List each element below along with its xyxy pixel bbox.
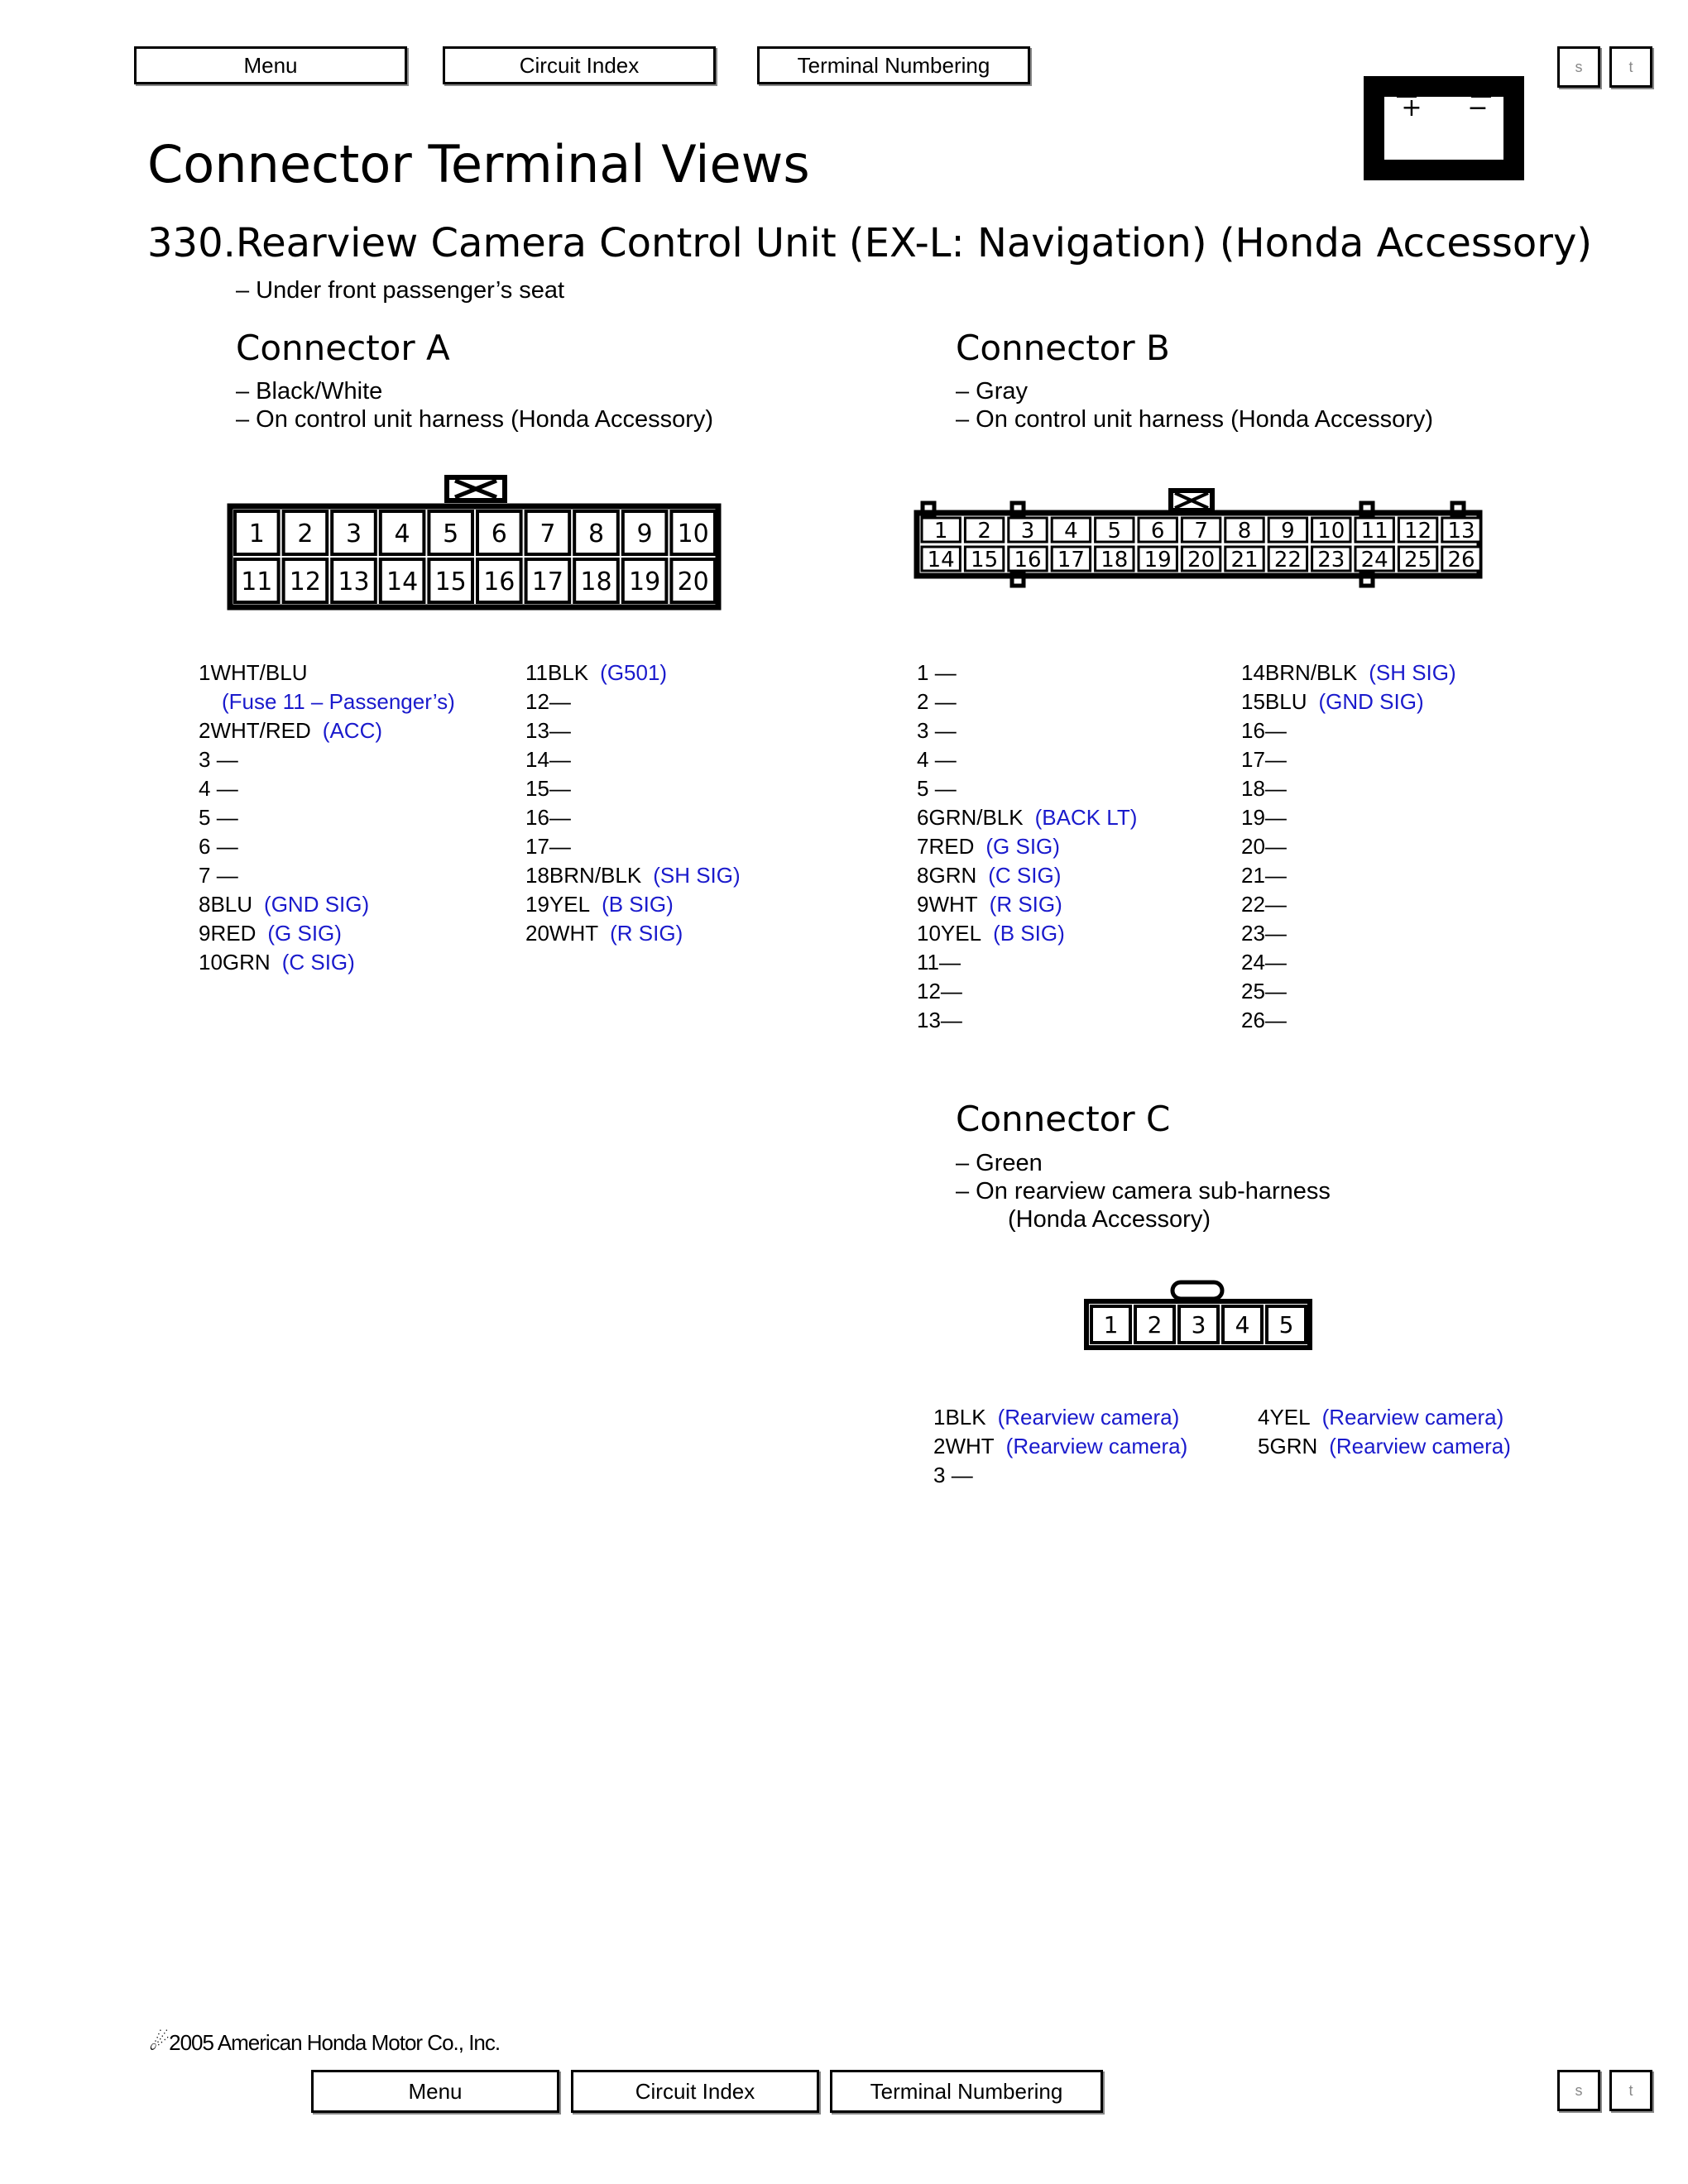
connector-b-pin-label: 19	[1144, 547, 1172, 572]
connector-b-pin-label: 18	[1101, 547, 1129, 572]
connector-c-pin-row	[933, 1461, 1187, 1490]
connector-b-pin-label: 2	[977, 518, 991, 544]
wire-color: BLK	[548, 660, 589, 685]
wire-color: YEL	[1269, 1405, 1311, 1430]
wire-color: YEL	[940, 921, 982, 946]
signal-name: (G SIG)	[985, 834, 1060, 859]
connector-c-diagram	[1080, 1278, 1316, 1353]
connector-c-pin-label: 5	[1278, 1311, 1294, 1339]
connector-b-pin-row	[917, 1006, 1137, 1035]
wire-color: BLU	[1264, 689, 1307, 714]
signal-name: (C SIG)	[281, 950, 355, 975]
connector-b-pin-row	[917, 890, 1137, 919]
connector-a-pin-row	[199, 774, 455, 803]
connector-a-pin-row	[199, 716, 455, 745]
wire-color: GRN/BLK	[928, 805, 1024, 830]
signal-name: (Rearview camera)	[1005, 1434, 1188, 1458]
pin-number: 8	[199, 892, 211, 917]
connector-a-pin-label: 15	[434, 567, 467, 596]
battery-plus: +	[1401, 93, 1422, 122]
pin-number: 18	[525, 863, 549, 888]
pin-number: 1	[917, 660, 929, 685]
connector-b-pin-label: 20	[1187, 547, 1216, 572]
connector-b-pin-label: 8	[1237, 518, 1252, 544]
connector-b-pin-row	[1241, 948, 1456, 977]
pin-number: 4	[1258, 1405, 1270, 1430]
signal-name: (ACC)	[322, 718, 383, 743]
pin-number: 1	[199, 660, 211, 685]
wire-color: —	[549, 747, 571, 772]
copyright: ☄2005 American Honda Motor Co., Inc.	[149, 2029, 501, 2055]
connector-a-pin-label: 7	[539, 519, 556, 548]
connector-b-location: – On control unit harness (Honda Accessory)	[956, 406, 1434, 433]
connector-b-pin-row	[1241, 687, 1456, 716]
pin-number: 13	[525, 718, 549, 743]
wire-color: —	[928, 689, 957, 714]
wire-color: —	[549, 718, 571, 743]
pin-number: 20	[1241, 834, 1265, 859]
connector-b-pin-row	[1241, 659, 1456, 687]
pin-number: 2	[199, 718, 211, 743]
connector-b-pin-label: 11	[1360, 518, 1388, 544]
wire-color: WHT/RED	[210, 718, 311, 743]
connector-a-location: – On control unit harness (Honda Accessory)	[236, 406, 714, 433]
signal-name: (GND SIG)	[264, 892, 370, 917]
wire-color: WHT/BLU	[210, 660, 308, 685]
battery-minus: −	[1467, 93, 1489, 122]
pin-number: 8	[917, 863, 929, 888]
connector-c-pin-row	[1258, 1403, 1511, 1432]
wire-color: GRN	[928, 863, 977, 888]
wire-color: —	[1264, 718, 1287, 743]
connector-b-color: – Gray	[956, 378, 1029, 405]
connector-b-pin-row	[917, 861, 1137, 890]
pin-number: 3	[933, 1463, 946, 1487]
signal-name: (SH SIG)	[653, 863, 741, 888]
page-title: Connector Terminal Views	[147, 134, 810, 194]
wire-color: —	[928, 660, 957, 685]
connector-a-pin-list-right	[525, 659, 741, 948]
connector-a-pin-label: 4	[394, 519, 410, 548]
connector-a-pin-row	[199, 919, 455, 948]
connector-b-pin-row	[917, 716, 1137, 745]
wire-color: WHT	[928, 892, 978, 917]
connector-b-pin-label: 17	[1057, 547, 1085, 572]
connector-c-location: – On rearview camera sub-harness	[956, 1178, 1331, 1205]
wire-color: —	[210, 863, 238, 888]
wire-color: —	[928, 776, 957, 801]
pin-number: 21	[1241, 863, 1265, 888]
signal-name: (C SIG)	[988, 863, 1062, 888]
connector-b-pin-label: 15	[971, 547, 999, 572]
connector-c-pin-row	[1258, 1432, 1511, 1461]
connector-a-pin-label: 3	[345, 519, 362, 548]
signal-name: (GND SIG)	[1318, 689, 1424, 714]
connector-b-pin-label: 25	[1404, 547, 1432, 572]
pin-number: 13	[917, 1008, 941, 1032]
pin-number: 2	[933, 1434, 946, 1458]
pin-number: 12	[917, 979, 941, 1003]
connector-b-pin-label: 26	[1447, 547, 1475, 572]
pin-number: 4	[199, 776, 211, 801]
wire-color: —	[1264, 1008, 1287, 1032]
wire-color: —	[940, 1008, 962, 1032]
connector-c-pin-list-right	[1258, 1403, 1511, 1461]
prev-page-button-bottom[interactable]: s	[1557, 2070, 1600, 2111]
wire-color: —	[939, 950, 961, 975]
connector-a-pin-label: 20	[677, 567, 709, 596]
wire-color: RED	[210, 921, 257, 946]
pin-number: 19	[525, 892, 549, 917]
pin-number: 5	[199, 805, 211, 830]
page-subtitle: 330.Rearview Camera Control Unit (EX-L: Navigation) (Honda Accessory)	[147, 220, 1593, 266]
terminal-numbering-button[interactable]: Terminal Numbering	[757, 46, 1030, 84]
connector-b-diagram	[910, 488, 1489, 600]
connector-a-pin-label: 18	[580, 567, 612, 596]
connector-c-pin-list-left	[933, 1403, 1187, 1490]
wire-color: —	[1264, 979, 1287, 1003]
connector-a-pin-row	[525, 659, 741, 687]
connector-b-pin-label: 6	[1150, 518, 1165, 544]
connector-c-pin-label: 2	[1147, 1311, 1163, 1339]
connector-c-pin-row	[933, 1432, 1187, 1461]
connector-b-pin-label: 14	[927, 547, 955, 572]
wire-color: —	[549, 776, 571, 801]
connector-a-pin-row	[199, 803, 455, 832]
connector-b-pin-row	[1241, 716, 1456, 745]
connector-b-pin-label: 5	[1107, 518, 1122, 544]
pin-number: 11	[917, 950, 939, 975]
next-page-button-bottom[interactable]: t	[1609, 2070, 1652, 2111]
connector-a-pin-row	[199, 659, 455, 687]
pin-number: 3	[199, 747, 211, 772]
connector-a-pin-row	[525, 890, 741, 919]
wire-color: BRN/BLK	[1264, 660, 1358, 685]
connector-b-pin-label: 3	[1020, 518, 1035, 544]
connector-b-pin-row	[917, 687, 1137, 716]
wire-color: —	[1264, 805, 1287, 830]
connector-a-pin-label: 17	[531, 567, 563, 596]
pin-number: 9	[199, 921, 211, 946]
connector-b-pin-list-right	[1241, 659, 1456, 1035]
connector-b-pin-row	[1241, 745, 1456, 774]
connector-a-pin-row	[525, 919, 741, 948]
connector-b-pin-label: 24	[1360, 547, 1388, 572]
wire-color: —	[928, 718, 957, 743]
connector-b-pin-row	[1241, 774, 1456, 803]
pin-number: 15	[525, 776, 549, 801]
connector-c-title: Connector C	[956, 1099, 1171, 1139]
connector-b-pin-label: 1	[933, 518, 948, 544]
prev-page-button[interactable]: s	[1557, 46, 1600, 88]
connector-b-pin-row	[917, 977, 1137, 1006]
connector-a-pin-label: 12	[289, 567, 321, 596]
wire-color: WHT	[945, 1434, 995, 1458]
connector-b-pin-row	[1241, 861, 1456, 890]
connector-b-pin-row	[1241, 977, 1456, 1006]
pin-number: 26	[1241, 1008, 1265, 1032]
connector-a-pin-label: 14	[386, 567, 419, 596]
connector-a-pin-row	[525, 803, 741, 832]
pin-number: 1	[933, 1405, 946, 1430]
pin-number: 22	[1241, 892, 1265, 917]
connector-b-pin-row	[917, 948, 1137, 977]
wire-color: —	[210, 834, 238, 859]
signal-name: (B SIG)	[602, 892, 674, 917]
pin-number: 5	[917, 776, 929, 801]
pin-number: 15	[1241, 689, 1265, 714]
connector-b-pin-list-left	[917, 659, 1137, 1035]
pin-number: 16	[1241, 718, 1265, 743]
terminal-numbering-button-bottom[interactable]: Terminal Numbering	[830, 2070, 1103, 2113]
wire-color: —	[210, 776, 238, 801]
connector-b-title: Connector B	[956, 328, 1170, 368]
wire-color: —	[945, 1463, 973, 1487]
connector-a-pin-row	[199, 861, 455, 890]
wire-color: GRN	[1269, 1434, 1318, 1458]
menu-button[interactable]: Menu	[134, 46, 407, 84]
pin-number: 14	[525, 747, 549, 772]
wire-color: —	[940, 979, 962, 1003]
connector-a-pin-label: 19	[629, 567, 661, 596]
wire-color: BLK	[945, 1405, 986, 1430]
wire-color: RED	[928, 834, 975, 859]
connector-b-pin-label: 21	[1230, 547, 1259, 572]
connector-a-color: – Black/White	[236, 378, 383, 405]
pin-number: 11	[525, 660, 548, 685]
connector-c-location-2: (Honda Accessory)	[1008, 1206, 1211, 1233]
wire-color: —	[1264, 921, 1287, 946]
connector-b-pin-row	[1241, 832, 1456, 861]
connector-c-pin-label: 1	[1103, 1311, 1119, 1339]
pin-number: 16	[525, 805, 549, 830]
connector-b-pin-row	[917, 832, 1137, 861]
signal-name: (SH SIG)	[1369, 660, 1456, 685]
connector-a-pin-label: 1	[248, 519, 265, 548]
connector-b-pin-row	[917, 919, 1137, 948]
connector-b-pin-row	[1241, 890, 1456, 919]
connector-b-pin-row	[917, 745, 1137, 774]
connector-a-pin-row	[525, 745, 741, 774]
wire-color: —	[210, 805, 238, 830]
pin-number: 18	[1241, 776, 1265, 801]
connector-a-pin-row	[525, 861, 741, 890]
connector-b-pin-row	[917, 659, 1137, 687]
connector-b-pin-label: 23	[1317, 547, 1345, 572]
wire-color: —	[1264, 950, 1287, 975]
battery-icon	[1364, 76, 1524, 180]
pin-number: 25	[1241, 979, 1265, 1003]
connector-a-pin-row	[199, 948, 455, 977]
pin-number: 20	[525, 921, 549, 946]
signal-name: (G SIG)	[267, 921, 342, 946]
connector-b-pin-row	[917, 803, 1137, 832]
signal-name: (Fuse 11 – Passenger’s)	[222, 689, 455, 714]
pin-number: 6	[917, 805, 929, 830]
pin-number: 4	[917, 747, 929, 772]
connector-a-pin-row	[199, 687, 455, 716]
pin-number: 7	[917, 834, 929, 859]
connector-a-pin-row	[525, 832, 741, 861]
wire-color: —	[928, 747, 957, 772]
circuit-index-button-bottom[interactable]: Circuit Index	[571, 2070, 819, 2113]
wire-color: —	[1264, 892, 1287, 917]
connector-b-pin-row	[917, 774, 1137, 803]
wire-color: BRN/BLK	[549, 863, 642, 888]
circuit-index-button[interactable]: Circuit Index	[443, 46, 716, 84]
wire-color: —	[1264, 834, 1287, 859]
connector-a-pin-label: 16	[483, 567, 516, 596]
wire-color: —	[549, 805, 571, 830]
connector-b-pin-label: 4	[1064, 518, 1078, 544]
connector-a-pin-row	[199, 890, 455, 919]
wire-color: YEL	[549, 892, 591, 917]
connector-b-pin-label: 13	[1447, 518, 1475, 544]
signal-name: (B SIG)	[993, 921, 1065, 946]
wire-color: BLU	[210, 892, 253, 917]
pin-number: 7	[199, 863, 211, 888]
connector-a-pin-list-left	[199, 659, 455, 977]
connector-c-color: – Green	[956, 1150, 1043, 1176]
connector-b-pin-label: 12	[1404, 518, 1432, 544]
connector-a-pin-label: 10	[677, 519, 709, 548]
connector-c-pin-label: 3	[1191, 1311, 1206, 1339]
connector-a-diagram	[223, 473, 728, 614]
wire-color: —	[549, 689, 571, 714]
connector-b-pin-label: 9	[1281, 518, 1295, 544]
next-page-button[interactable]: t	[1609, 46, 1652, 88]
pin-number: 5	[1258, 1434, 1270, 1458]
pin-number: 24	[1241, 950, 1265, 975]
connector-b-pin-label: 7	[1194, 518, 1208, 544]
wire-color: —	[1264, 776, 1287, 801]
connector-a-pin-row	[525, 687, 741, 716]
connector-a-pin-label: 6	[491, 519, 507, 548]
pin-number: 9	[917, 892, 929, 917]
signal-name: (Rearview camera)	[1321, 1405, 1504, 1430]
connector-a-pin-label: 13	[338, 567, 370, 596]
connector-a-pin-row	[199, 832, 455, 861]
connector-a-pin-row	[525, 774, 741, 803]
pin-number: 10	[917, 921, 941, 946]
pin-number: 17	[1241, 747, 1265, 772]
connector-b-pin-label: 22	[1273, 547, 1302, 572]
connector-b-pin-row	[1241, 919, 1456, 948]
connector-b-pin-label: 10	[1317, 518, 1345, 544]
pin-number: 14	[1241, 660, 1265, 685]
connector-a-pin-label: 11	[241, 567, 273, 596]
wire-color: —	[549, 834, 571, 859]
signal-name: (Rearview camera)	[997, 1405, 1180, 1430]
connector-a-pin-row	[199, 745, 455, 774]
wire-color: —	[1264, 747, 1287, 772]
signal-name: (R SIG)	[989, 892, 1062, 917]
connector-b-pin-row	[1241, 803, 1456, 832]
signal-name: (BACK LT)	[1034, 805, 1138, 830]
connector-b-pin-row	[1241, 1006, 1456, 1035]
wire-color: WHT	[549, 921, 599, 946]
pin-number: 23	[1241, 921, 1265, 946]
connector-b-pin-label: 16	[1014, 547, 1042, 572]
connector-c-pin-row	[933, 1403, 1187, 1432]
connector-a-pin-label: 9	[636, 519, 653, 548]
connector-a-pin-label: 2	[297, 519, 314, 548]
connector-a-pin-row	[525, 716, 741, 745]
pin-number: 2	[917, 689, 929, 714]
pin-number: 3	[917, 718, 929, 743]
pin-number: 6	[199, 834, 211, 859]
wire-color: GRN	[222, 950, 271, 975]
wire-color: —	[1264, 863, 1287, 888]
honda-logo-icon: ☄	[149, 2029, 170, 2055]
connector-a-pin-label: 8	[587, 519, 605, 548]
wire-color: —	[210, 747, 238, 772]
menu-button-bottom[interactable]: Menu	[311, 2070, 559, 2113]
pin-number: 12	[525, 689, 549, 714]
connector-a-title: Connector A	[236, 328, 450, 368]
signal-name: (R SIG)	[610, 921, 683, 946]
pin-number: 10	[199, 950, 223, 975]
pin-number: 19	[1241, 805, 1265, 830]
signal-name: (G501)	[600, 660, 668, 685]
unit-location: – Under front passenger’s seat	[236, 277, 565, 304]
pin-number: 17	[525, 834, 549, 859]
connector-a-pin-label: 5	[443, 519, 459, 548]
signal-name: (Rearview camera)	[1329, 1434, 1511, 1458]
connector-c-pin-label: 4	[1235, 1311, 1250, 1339]
